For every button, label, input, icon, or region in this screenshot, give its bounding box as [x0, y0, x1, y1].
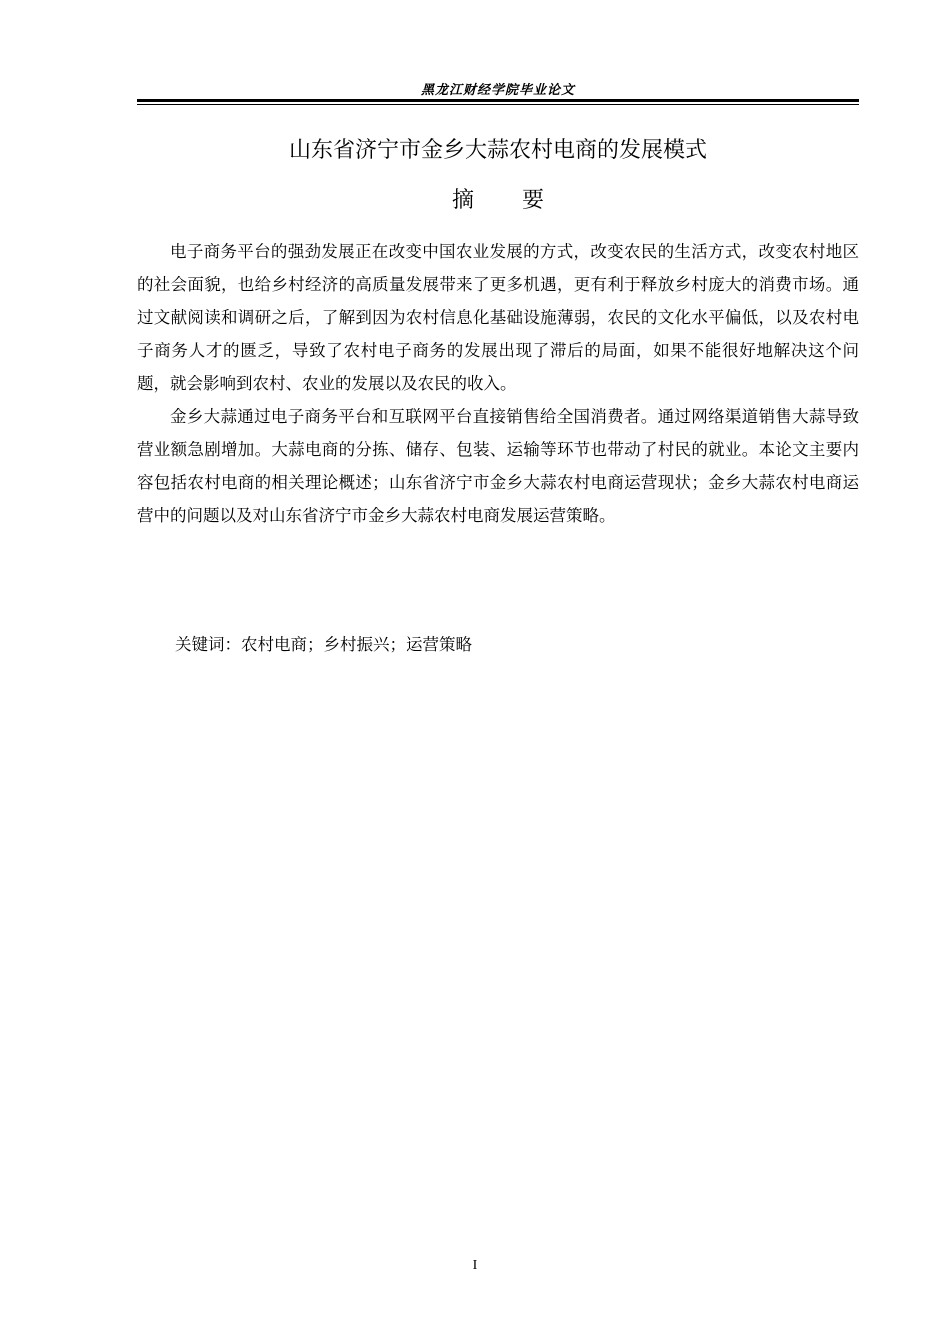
abstract-body: [137, 235, 859, 532]
header-rule-thin: [137, 104, 859, 105]
page-number: I: [472, 1258, 478, 1273]
abstract-paragraph: 电子商务平台的强劲发展正在改变中国农业发展的方式，改变农民的生活方式，改变农村地区的社会面貌，也给乡村经济的高质量发展带来了更多机遇，更有利于释放乡村庞大的消费市场。通过文献阅读和调研之后，了解到因为农村信息化基础设施薄弱，农民的文化水平偏低，以及农村电子商务人才的匮乏，导致了农村电子商务的发展出现了滞后的局面，如果不能很好地解决这个问题，就会影响到农村、农业的发展以及农民的收入。: [137, 242, 859, 393]
abstract-heading: 摘要: [451, 188, 592, 213]
running-header: 黑龙江财经学院毕业论文: [420, 83, 575, 98]
abstract-paragraph: 金乡大蒜通过电子商务平台和互联网平台直接销售给全国消费者。通过网络渠道销售大蒜导致营业额急剧增加。大蒜电商的分拣、储存、包装、运输等环节也带动了村民的就业。本论文主要内容包括农村电商的相关理论概述；山东省济宁市金乡大蒜农村电商运营现状；金乡大蒜农村电商运营中的问题以及对山东省济宁市金乡大蒜农村电商发展运营策略。: [137, 407, 859, 525]
header-rule-thick: [137, 99, 859, 102]
thesis-title: 山东省济宁市金乡大蒜农村电商的发展模式: [288, 138, 707, 163]
keywords-label: 关键词：: [175, 635, 241, 654]
keywords-line: [175, 631, 472, 659]
keywords-value: 农村电商；乡村振兴；运营策略: [241, 635, 472, 654]
